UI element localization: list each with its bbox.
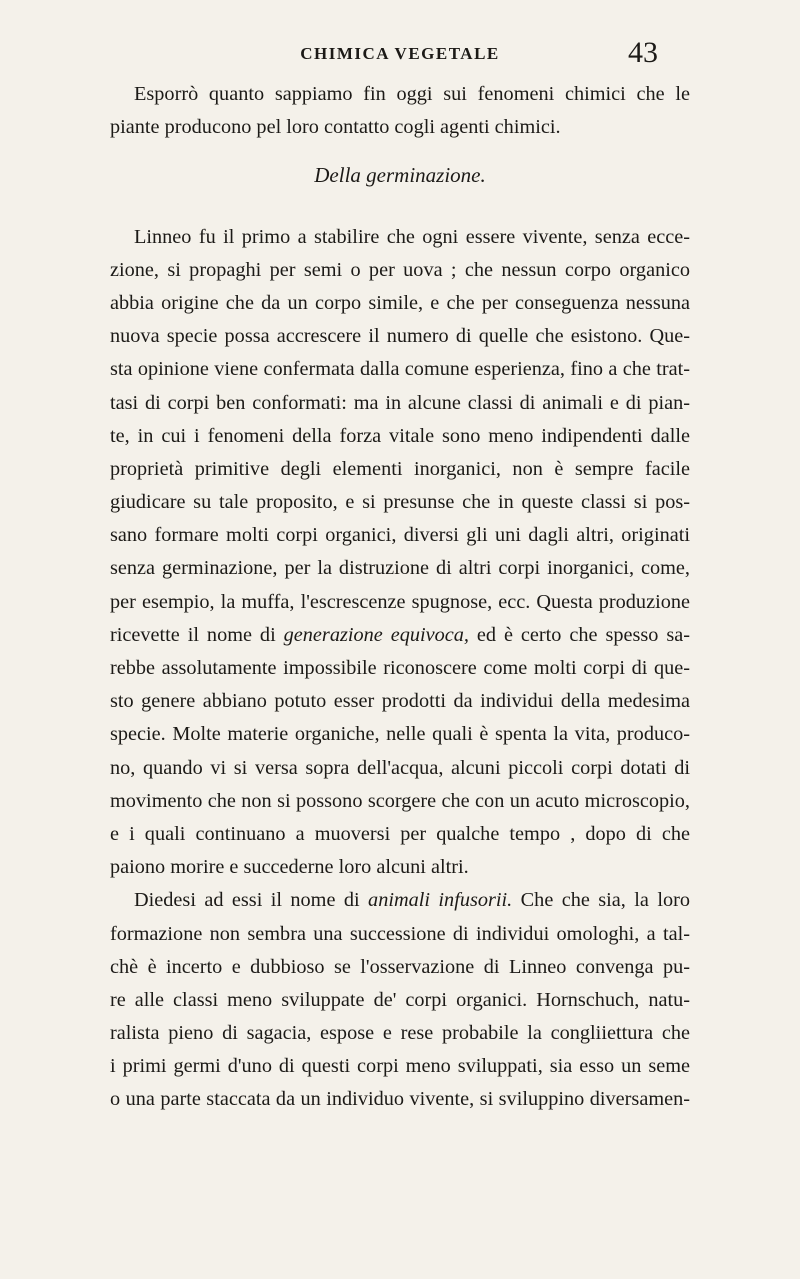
paragraph-line: chè è incerto e dubbioso se l'osservazione di Linneo convenga pu-: [110, 955, 690, 978]
paragraph-line: giudicare su tale proposito, e si presunse che in queste classi si pos-: [110, 491, 690, 514]
paragraph-line: sto genere abbiano potuto esser prodotti da individui della medesima: [110, 690, 690, 713]
paragraph-line: paiono morire e succederne loro alcuni altri.: [110, 856, 469, 879]
paragraph-line: sano formare molti corpi organici, diversi gli uni dagli altri, originati: [110, 524, 690, 547]
paragraph-line: re alle classi meno sviluppate de' corpi organici. Hornschuch, natu-: [110, 988, 690, 1011]
paragraph-line: rebbe assolutamente impossibile riconoscere come molti corpi di que-: [110, 657, 690, 679]
text-run: Diedesi ad essi il nome di: [134, 889, 369, 912]
italic-term: animali infusorii.: [368, 889, 513, 912]
paragraph-line: formazione non sembra una successione di individui omologhi, a tal-: [110, 922, 690, 945]
body-text: [110, 78, 690, 1117]
paragraph-line: tasi di corpi ben conformati: ma in alcune classi di animali e di pian-: [110, 391, 690, 414]
text-run: Che che sia, la loro: [512, 889, 690, 912]
paragraph-line: nuova specie possa accrescere il numero di quelle che esistono. Que-: [110, 325, 690, 348]
text-run: ed è certo che spesso sa-: [468, 623, 690, 646]
running-title: CHIMICA VEGETALE: [300, 44, 500, 63]
running-head: [0, 38, 800, 68]
paragraph-line: o una parte staccata da un individuo vivente, si sviluppino diversamen-: [110, 1088, 690, 1111]
italic-term: generazione equivoca,: [283, 623, 469, 646]
paragraph-line: proprietà primitive degli elementi inorganici, non è sempre facile: [110, 457, 690, 480]
section-heading: Della germinazione.: [314, 163, 486, 188]
paragraph-line: [110, 619, 690, 652]
text-run: ricevette il nome di: [110, 623, 284, 646]
paragraph-line: abbia origine che da un corpo simile, e che per conseguenza nessuna: [110, 291, 690, 314]
paragraph-line: sta opinione viene confermata dalla comune esperienza, fino a che trat-: [110, 358, 690, 381]
paragraph-line: e i quali continuano a muoversi per qualche tempo , dopo di che: [110, 822, 690, 845]
intro-line: piante producono pel loro contatto cogli agenti chimici.: [110, 116, 561, 139]
paragraph-line: [110, 884, 690, 917]
paragraph-line: specie. Molte materie organiche, nelle quali è spenta la vita, produco-: [110, 723, 690, 746]
paragraph-line: Linneo fu il primo a stabilire che ogni essere vivente, senza ecce-: [134, 225, 690, 248]
intro-line: Esporrò quanto sappiamo fin oggi sui fenomeni chimici che le: [134, 83, 690, 105]
page-number: 43: [628, 36, 658, 69]
paragraph-line: movimento che non si possono scorgere che con un acuto microscopio,: [110, 789, 690, 812]
paragraph-line: ralista pieno di sagacia, espose e rese probabile la congliiettura che: [110, 1022, 690, 1045]
paragraph-line: te, in cui i fenomeni della forza vitale sono meno indipendenti dalle: [110, 424, 690, 447]
paragraph-line: zione, si propaghi per semi o per uova ; che nessun corpo organico: [110, 258, 690, 281]
paragraph-line: per esempio, la muffa, l'escrescenze spugnose, ecc. Questa produzione: [110, 590, 690, 613]
paragraph-line: i primi germi d'uno di questi corpi meno sviluppati, sia esso un seme: [110, 1055, 690, 1078]
paragraph-line: senza germinazione, per la distruzione di altri corpi inorganici, come,: [110, 557, 690, 580]
paragraph-line: no, quando vi si versa sopra dell'acqua, alcuni piccoli corpi dotati di: [110, 756, 690, 779]
